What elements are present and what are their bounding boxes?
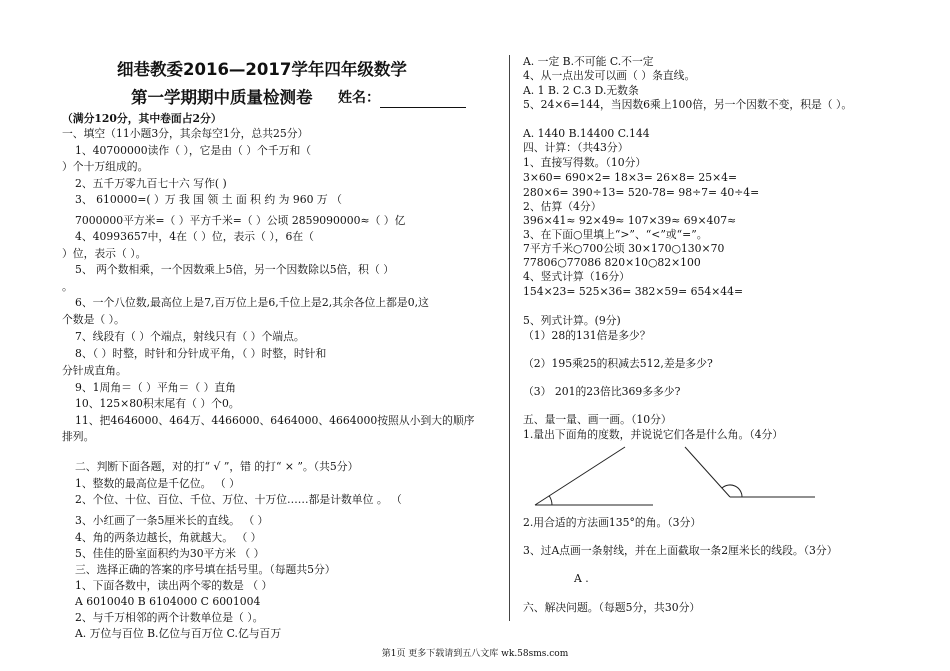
- point-a-label: A .: [574, 572, 589, 585]
- left-line: 8、（ ）时整，时针和分针成平角，（ ）时整，时针和: [75, 347, 327, 360]
- left-line: 排列。: [62, 430, 95, 443]
- right-line: 5、24×6=144，当因数6乘上100倍，另一个因数不变，积是（ ）。: [523, 98, 853, 111]
- left-line: 7000000平方米=（ ）平方千米=（ ）公顷 2859090000≈（ ）亿: [75, 214, 406, 227]
- left-line: 6、一个八位数,最高位上是7,百万位上是6,千位上是2,其余各位上都是0,这: [75, 296, 429, 309]
- obtuse-angle-figure: [685, 447, 815, 497]
- right-line: 154×23= 525×36= 382×59= 654×44=: [523, 285, 744, 298]
- left-line: A. 万位与百位 B.亿位与百万位 C.亿与百万: [75, 627, 282, 640]
- page-footer: 第1页 更多下载请到五八文库 wk.58sms.com: [381, 649, 569, 659]
- left-line: 4、角的两条边越长，角就越大。 （ ）: [75, 531, 262, 544]
- left-line: 4、40993657中，4在（ ）位，表示（ ），6在（: [75, 230, 314, 243]
- left-line: 11、把4646000、464万、4466000、6464000、4664000按照从小到大的顺序: [75, 414, 475, 427]
- name-label: 姓名：: [338, 90, 380, 106]
- right-line: 3×60= 690×2= 18×3= 26×8= 25×4=: [523, 171, 738, 184]
- right-line: 1.量出下面角的度数，并说说它们各是什么角。（4分）: [523, 428, 784, 441]
- left-line: A 6010040 B 6104000 C 6001004: [75, 595, 261, 608]
- acute-angle-figure: [535, 447, 653, 505]
- left-line: 2、与千万相邻的两个计数单位是（ ）。: [75, 611, 264, 624]
- left-line: 7、线段有（ ）个端点，射线只有（ ）个端点。: [75, 330, 305, 343]
- right-line: 4、竖式计算（16分）: [523, 270, 630, 283]
- left-line: 3、小红画了一条5厘米长的直线。 （ ）: [75, 514, 269, 527]
- right-line: 2.用合适的方法画135°的角。（3分）: [523, 516, 702, 529]
- right-line: 五、量一量、画一画。（10分）: [523, 413, 672, 426]
- right-line: 280×6= 390÷13= 520-78= 98÷7= 40÷4=: [523, 186, 760, 199]
- left-line: 2、个位、十位、百位、千位、万位、十万位……都是计数单位 。 （: [75, 493, 402, 506]
- left-line: 5、 两个数相乘，一个因数乘上5倍，另一个因数除以5倍，积（ ）: [75, 263, 394, 276]
- right-line: 1、直接写得数。（10分）: [523, 156, 647, 169]
- right-line: （2）195乘25的积减去512,差是多少?: [523, 357, 713, 370]
- left-line: 1、40700000读作（ ），它是由（ ）个千万和（: [75, 144, 312, 157]
- left-line: ）个十万组成的。: [62, 160, 149, 173]
- left-line: 5、佳佳的卧室面积约为30平方米 （ ）: [75, 547, 265, 560]
- right-line: 六、解决问题。（每题5分，共30分）: [523, 601, 701, 614]
- left-line: 。: [62, 280, 73, 293]
- left-line: 10、125×80积末尾有（ ）个0。: [75, 397, 240, 410]
- left-line: 个数是（ ）。: [62, 313, 125, 326]
- right-line: 四、计算：（共43分）: [523, 141, 629, 154]
- exam-title-line1: 细巷教委2016—2017学年四年级数学: [117, 60, 407, 79]
- right-line: A. 1440 B.14400 C.144: [523, 127, 650, 140]
- right-line: 3、在下面○里填上“>”、“<”或“=”。: [523, 228, 708, 241]
- left-line: 二、判断下面各题，对的打“ √ ”，错 的打“ × ”。（共5分）: [75, 460, 359, 473]
- right-line: A. 1 B. 2 C.3 D.无数条: [523, 84, 639, 97]
- left-line: 1、下面各数中，读出两个零的数是 （ ）: [75, 579, 273, 592]
- left-line: 三、选择正确的答案的序号填在括号里。（每题共5分）: [75, 563, 336, 576]
- left-line: 1、整数的最高位是千亿位。 （ ）: [75, 477, 240, 490]
- right-line: （3） 201的23倍比369多多少?: [523, 385, 681, 398]
- score-note: （满分120分，其中卷面占2分）: [62, 112, 222, 125]
- name-field: [338, 88, 466, 108]
- angle-figures: [530, 445, 830, 510]
- left-line: 9、1周角＝（ ）平角＝（ ）直角: [75, 381, 236, 394]
- column-divider: [509, 55, 510, 621]
- right-line: A. 一定 B.不可能 C.不一定: [523, 55, 654, 68]
- right-line: （1）28的131倍是多少？: [523, 329, 651, 342]
- name-blank-line: [380, 93, 466, 108]
- left-line: ）位，表示（ ）。: [62, 247, 147, 260]
- right-line: 4、从一点出发可以画（ ）条直线。: [523, 69, 696, 82]
- right-line: 2、估算（4分）: [523, 200, 602, 213]
- right-line: 396×41≈ 92×49≈ 107×39≈ 69×407≈: [523, 214, 737, 227]
- right-line: 3、过A点画一条射线，并在上面截取一条2厘米长的线段。（3分）: [523, 544, 838, 557]
- right-line: 5、列式计算。(9分): [523, 314, 621, 327]
- left-line: 一、填空（11小题3分，其余每空1分，总共25分）: [62, 127, 309, 140]
- right-line: 77806○77086 820×10○82×100: [523, 256, 701, 269]
- right-line: 7平方千米○700公顷 30×170○130×70: [523, 242, 725, 255]
- left-line: 3、 610000=( ）万 我 国 领 土 面 积 约 为 960 万 （: [75, 193, 342, 206]
- left-line: 2、五千万零九百七十六 写作( ): [75, 177, 227, 190]
- exam-title-line2: 第一学期期中质量检测卷: [131, 88, 313, 107]
- left-line: 分针成直角。: [62, 364, 127, 377]
